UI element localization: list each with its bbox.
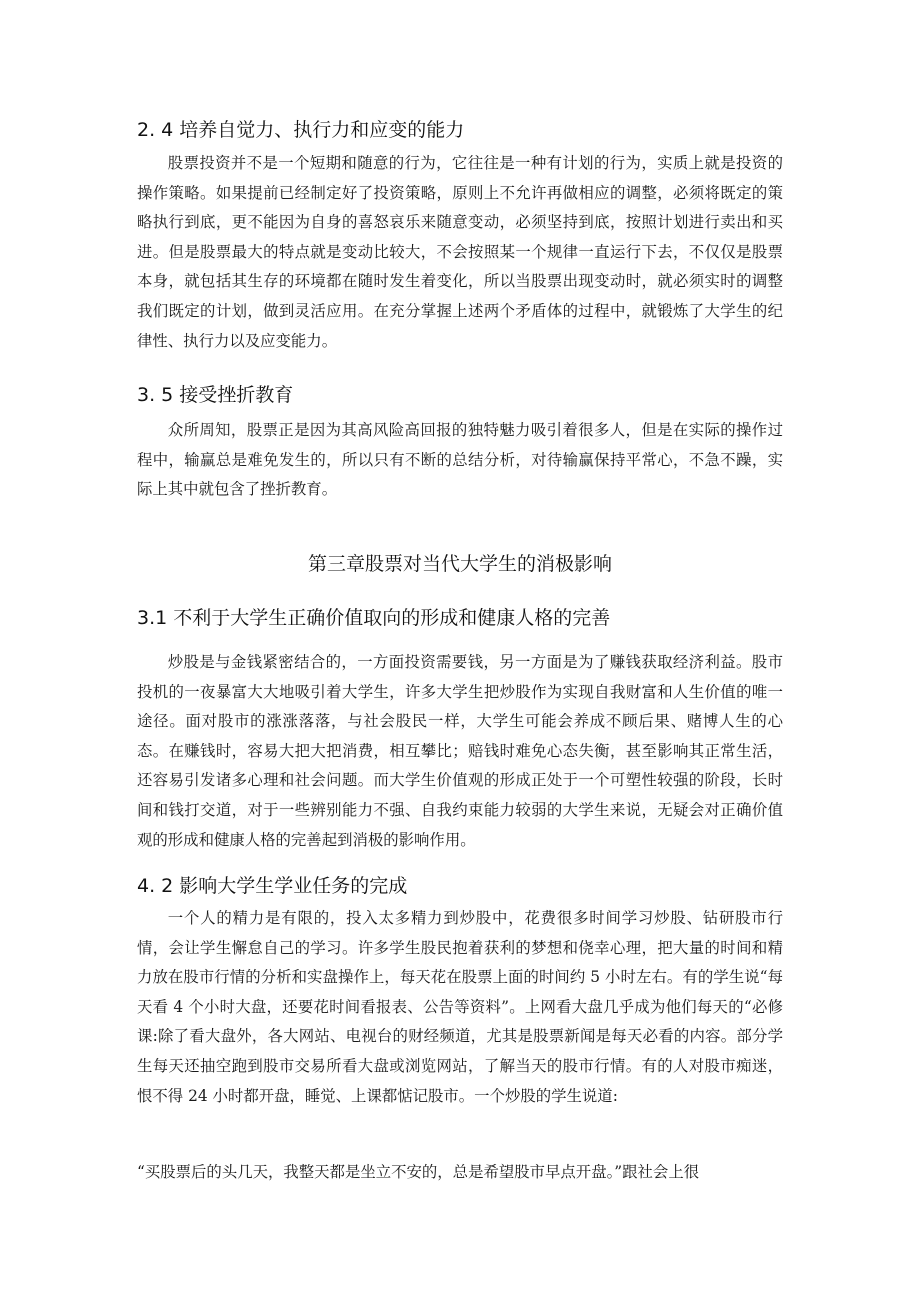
section-heading-4-2: 4. 2 影响大学生学业任务的完成 xyxy=(137,875,408,897)
section-heading-3-1: 3.1 不利于大学生正确价值取向的形成和健康人格的完善 xyxy=(137,607,611,629)
section-body-4-2: 一个人的精力是有限的，投入太多精力到炒股中，花费很多时间学习炒股、钻研股市行情，会让学生懈怠自己的学习。许多学生股民抱着获利的梦想和侥幸心理，把大量的时间和精力放在股市行情的分析和实盘操作上，每天花在股票上面的时间约 5 小时左右。有的学生说“每天看 4 个小时大盘，还要花时间看报表、公告等资料”。上网看大盘几乎成为他们每天的“必修课:除了看大盘外，各大网站、电视台的财经频道，尤其是股票新闻是每天必看的内容。部分学生每天还抽空跑到股市交易所看大盘或浏览网站，了解当天的股市行情。有的人对股市痴迷，恨不得 24 小时都开盘，睡觉、上课都惦记股市。一个炒股的学生说道: xyxy=(137,909,783,1105)
section-body-2-4: 股票投资并不是一个短期和随意的行为，它往往是一种有计划的行为，实质上就是投资的操作策略。如果提前已经制定好了投资策略，原则上不允许再做相应的调整，必须将既定的策略执行到底，更不能因为自身的喜怒哀乐来随意变动，必须坚持到底，按照计划进行卖出和买进。但是股票最大的特点就是变动比较大，不会按照某一个规律一直运行下去，不仅仅是股票本身，就包括其生存的环境都在随时发生着变化，所以当股票出现变动时，就必须实时的调整我们既定的计划，做到灵活应用。在充分掌握上述两个矛盾体的过程中，就锻炼了大学生的纪律性、执行力以及应变能力。 xyxy=(137,154,783,350)
quote-line: “买股票后的头几天，我整天都是坐立不安的，总是希望股市早点开盘。”跟社会上很 xyxy=(137,1163,700,1181)
section-heading-3-5: 3. 5 接受挫折教育 xyxy=(137,384,294,406)
chapter-title: 第三章股票对当代大学生的消极影响 xyxy=(307,553,612,575)
section-body-3-5: 众所周知，股票正是因为其高风险高回报的独特魅力吸引着很多人，但是在实际的操作过程中，输赢总是难免发生的，所以只有不断的总结分析，对待输赢保持平常心，不急不躁，实际上其中就包含了挫折教育。 xyxy=(137,421,783,499)
section-heading-2-4: 2. 4 培养自觉力、执行力和应变的能力 xyxy=(137,119,465,141)
section-body-3-1: 炒股是与金钱紧密结合的，一方面投资需要钱，另一方面是为了赚钱获取经济利益。股市投机的一夜暴富大大地吸引着大学生，许多大学生把炒股作为实现自我财富和人生价值的唯一途径。面对股市的涨涨落落，与社会股民一样，大学生可能会养成不顾后果、赌博人生的心态。在赚钱时，容易大把大把消费，相互攀比；赔钱时难免心态失衡，甚至影响其正常生活，还容易引发诸多心理和社会问题。而大学生价值观的形成正处于一个可塑性较强的阶段，长时间和钱打交道，对于一些辨别能力不强、自我约束能力较弱的大学生来说，无疑会对正确价值观的形成和健康人格的完善起到消极的影响作用。 xyxy=(137,653,783,849)
